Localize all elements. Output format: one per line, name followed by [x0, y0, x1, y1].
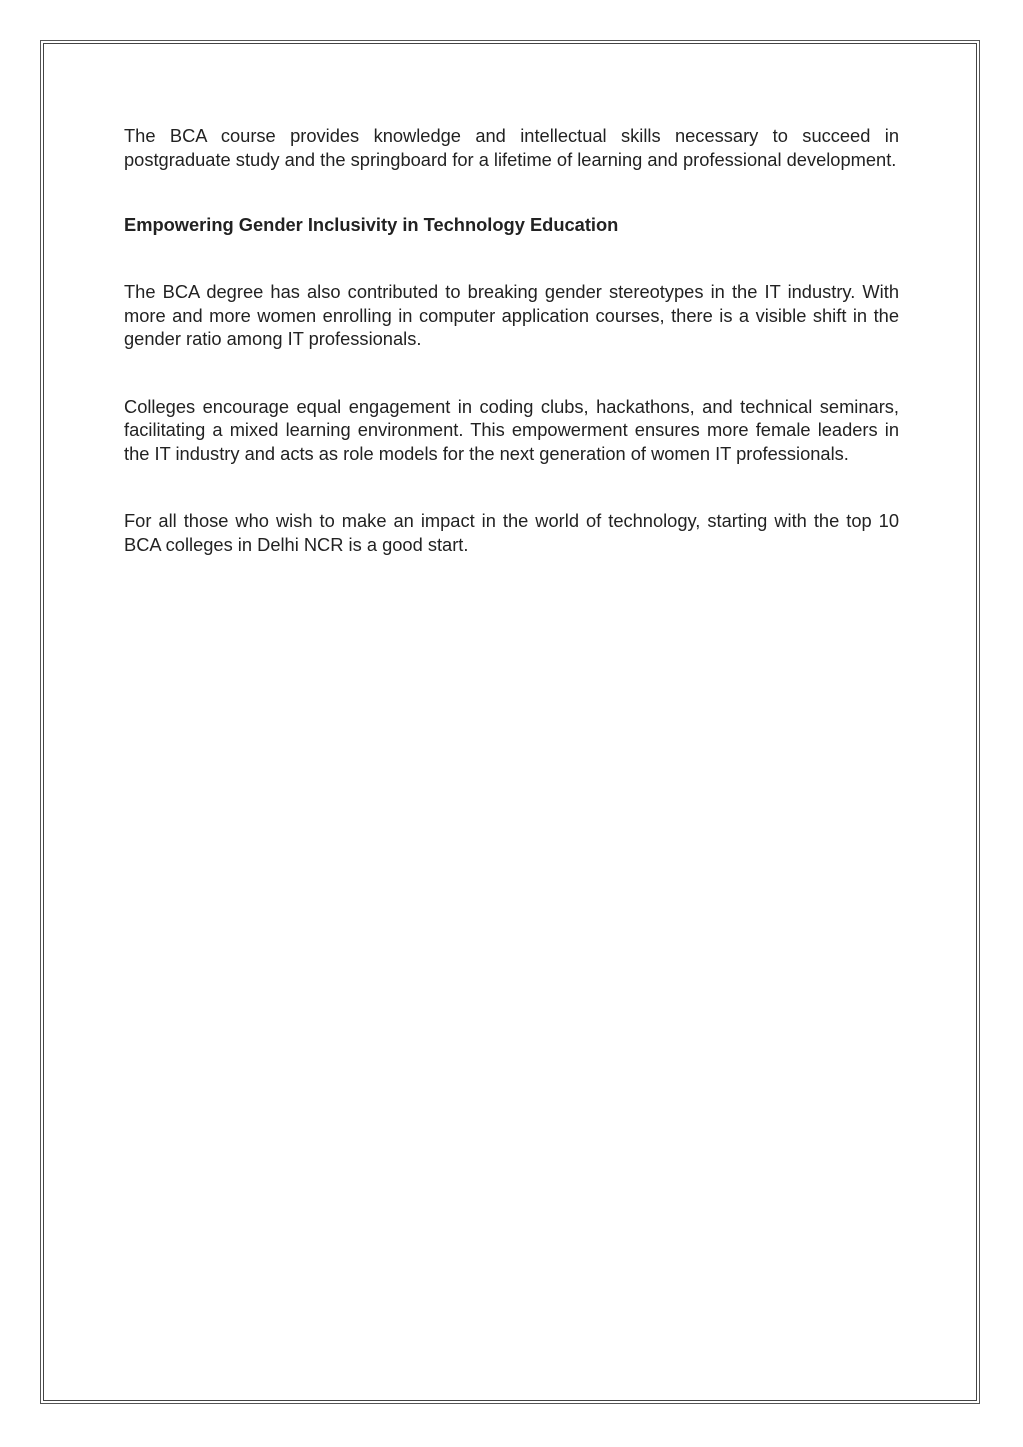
section-heading: Empowering Gender Inclusivity in Technology Education: [124, 214, 619, 235]
closing-paragraph: For all those who wish to make an impact in the world of technology, starting with the top 10 BCA colleges in Delhi NCR is a good start.: [124, 510, 899, 555]
colleges-engagement-paragraph: Colleges encourage equal engagement in coding clubs, hackathons, and technical seminars, facilitating a mixed learning environment. This empowerment ensures more female leaders in the IT industry and acts as role models for the next generation of women IT professionals.: [124, 395, 899, 464]
document-body: [124, 124, 899, 556]
gender-stereotypes-paragraph: The BCA degree has also contributed to breaking gender stereotypes in the IT industry. With more and more women enrolling in computer application courses, there is a visible shift in the gender ratio among IT professionals.: [124, 281, 899, 349]
intro-paragraph: The BCA course provides knowledge and intellectual skills necessary to succeed in postgraduate study and the springboard for a lifetime of learning and professional development.: [124, 125, 899, 170]
